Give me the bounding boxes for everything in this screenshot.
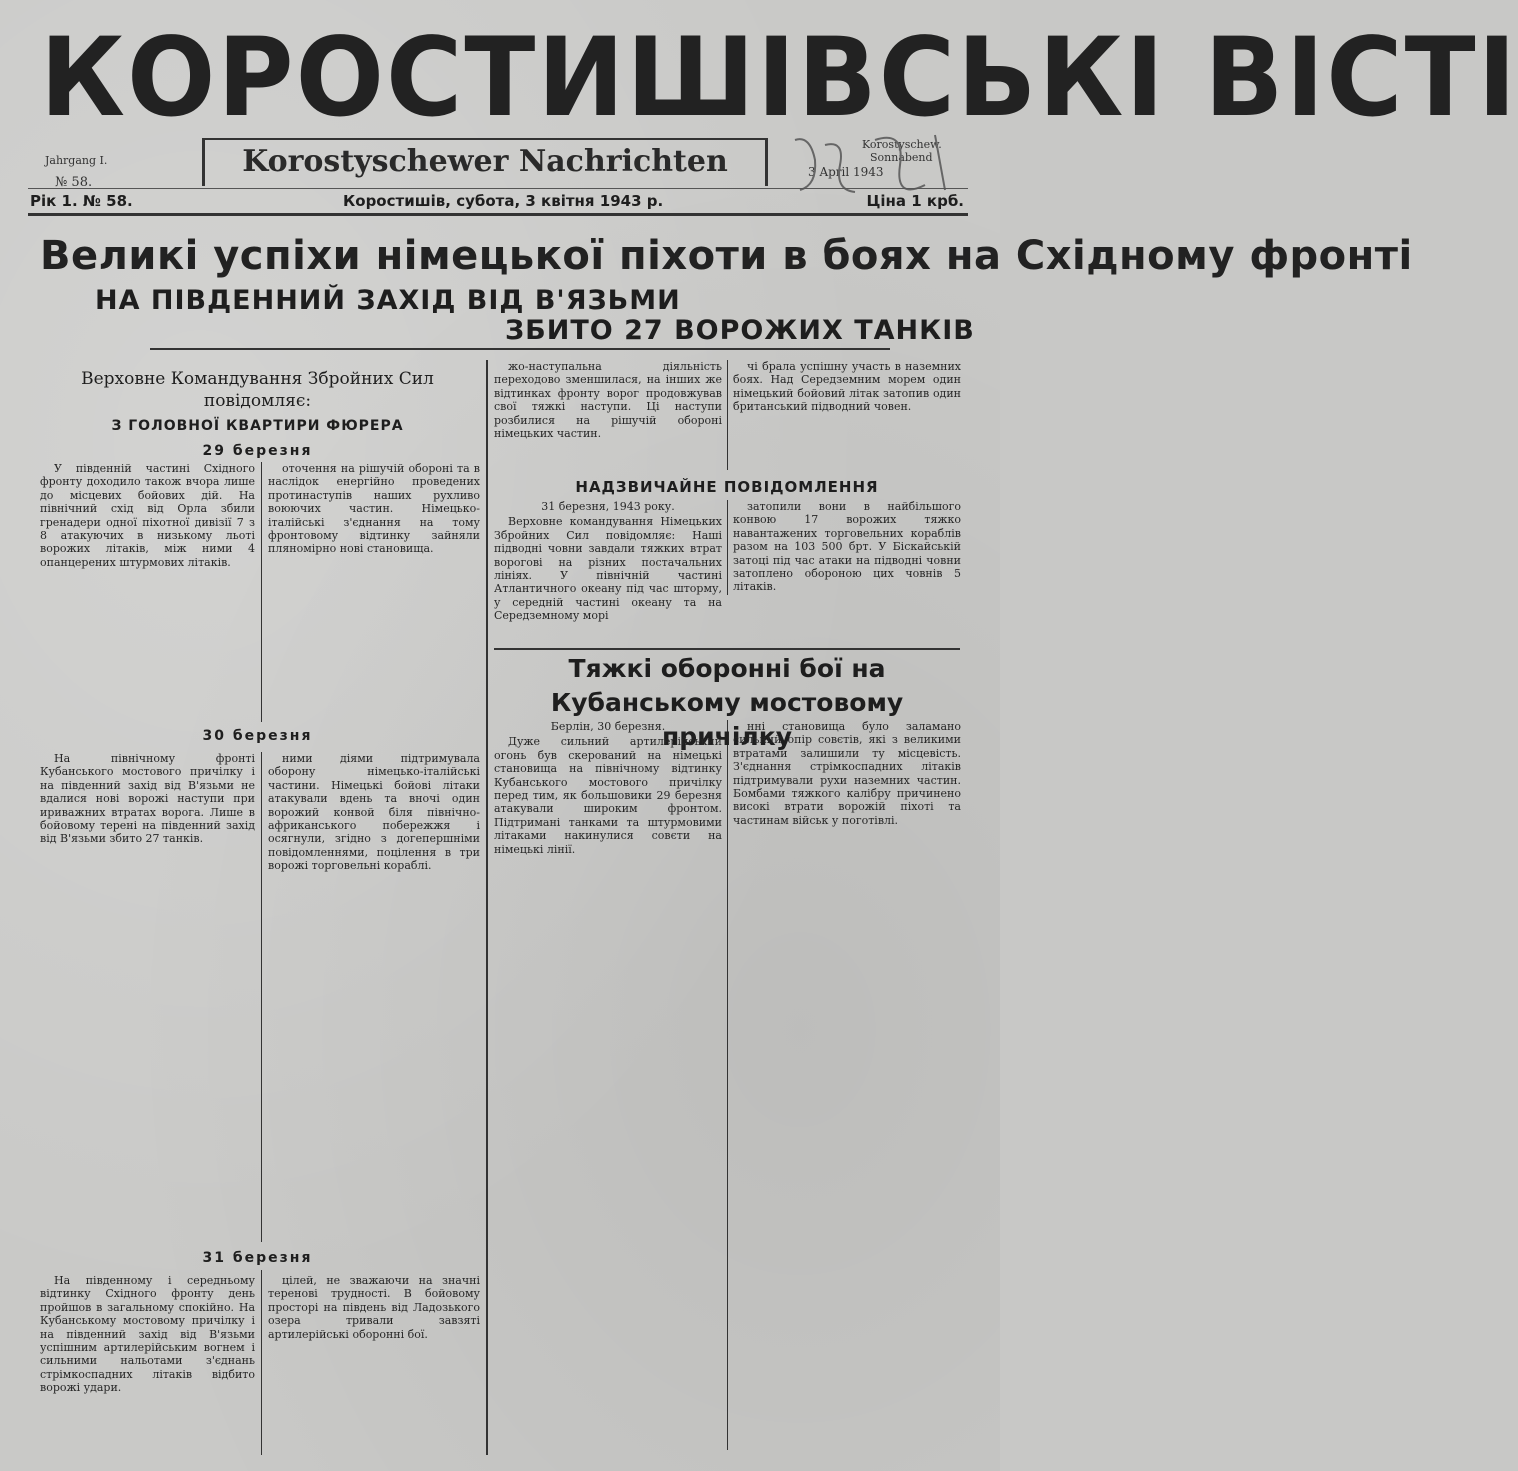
date-heading-29: 29 березня [202,443,313,459]
masthead-right-info-2: Sonnabend [870,151,933,164]
text-29-col2: оточення на рішучій обороні та в наслідок енергійно проведених протинаступів наших рухливо воюючих частин. Німецько-італійські з'єднання на тому фронтовому відтинку зайняли пляномірно нові становища. [268,462,480,556]
column-divider-kuban [727,720,728,1450]
sub-headline-2: ЗБИТО 27 ВОРОЖИХ ТАНКІВ [505,315,975,346]
issue-number: Рік 1. № 58. [30,192,133,210]
text-31-col1: На південному і середньому відтинку Східного фронту день пройшов в загальному спокійно. На Кубанському мостовому причілку і на південний захід від В'язьми успішним артилерійським вогнем і сильними нальотами з'єднань стрімкоспадних літаків відбито ворожі удари. [40,1274,255,1395]
masthead-right-info-3: 3 April 1943 [808,165,884,179]
headline-rule [150,348,890,350]
column-divider-31 [261,1270,262,1455]
continuation-text-b: чі брала успішну участь в наземних боях. Над Середземним морем один німецький бойовий літак затопив один британський підводний човен. [733,360,961,414]
dateline-bar [28,188,968,216]
text-29-col1: У південній частині Східного фронту доходило також вчора лише до місцевих бойових дій. На північний схід від Орла збили гренадери одної піхотної дивізії 7 з 8 атакуючих в низькому льоті ворожих літаків, між ними 4 опанцерених штурмових літаків. [40,462,255,569]
column-divider-special [727,500,728,595]
text-30-col2: ними діями підтримувала оборону німецько-італійські частини. Німецькі бойові літаки атакували вдень та вночі один ворожий конвой біля північно-африканського побережжя і осягнули, згідно з догепершніми повідомленнями, поцілення в три ворожі торговельні кораблі. [268,752,480,873]
hq-heading: З ГОЛОВНОЇ КВАРТИРИ ФЮРЕРА [111,418,404,434]
masthead-title: КОРОСТИШІВСЬКІ ВІСТІ [40,12,1518,142]
kuban-headline: Тяжкі оборонні бої на Кубанському мостовому причілку [550,654,904,751]
sub-headline-1: НА ПІВДЕННИЙ ЗАХІД ВІД В'ЯЗЬМИ [95,285,681,316]
masthead-left-info-1: Jahrgang I. [45,154,108,167]
special-report-col2: затопили вони в найбільшого конвою 17 ворожих тяжко навантажених торговельних кораблів разом на 103 500 брт. У Біскайській затоці під час атаки на підводні човни затоплено обороною цих човнів 5 літаків. [733,500,961,594]
special-report-date: 31 березня, 1943 року. [541,500,675,513]
column-divider-main [486,360,488,1455]
date-heading-30: 30 березня [202,728,313,744]
price: Ціна 1 крб. [866,192,964,210]
article-intro: Верховне Командування Збройних Сил повідомляє: [81,369,434,411]
date-heading-31: 31 березня [202,1250,313,1266]
continuation-text-a: жо-наступальна діяльність переходово зменшилася, на інших же відтинках фронту ворог продовжував свої тяжкі наступи. Ці наступи розбилися на рішучій обороні німецьких частин. [494,360,722,441]
special-report-col1: 31 березня, 1943 року. Верховне командування Німецьких Збройних Сил повідомляє: Наші підводні човни завдали тяжких втрат ворогові на різних постачальних лініях. У північній частині Атлантичного океану під час шторму, у середній частині океану та на Середземному морі [494,500,722,623]
column-divider-30 [261,752,262,1242]
kuban-dateline: Берлін, 30 березня. [550,720,666,733]
masthead-subtitle: Korostyschewer Nachrichten [202,138,768,186]
masthead-right-info-1: Korostyschew. [862,138,942,151]
special-report-heading: НАДЗВИЧАЙНЕ ПОВІДОМЛЕННЯ [575,478,879,496]
column-divider-top-right [727,360,728,470]
masthead-left-info-2: № 58. [55,175,93,190]
text-30-col1: На північному фронті Кубанського мостового причілку і на південний захід від В'язьми не вдалися нові ворожі наступи при ириважних втратах ворога. Лише в бойовому терені на південний захід від В'язьми збито 27 танків. [40,752,255,846]
kuban-col1: Берлін, 30 березня. Дуже сильний артилерійський огонь був скерований на німецькі становища на північному відтинку Кубанського мостового причілку перед тим, як большовики 29 березня атакували широким фронтом. Підтримані танками та штурмовими літаками накинулися совєти на німецькі лінії. [494,720,722,856]
main-headline: Великі успіхи німецької піхоти в боях на Східному фронті [40,233,1413,279]
place-date: Коростишів, субота, 3 квітня 1943 р. [343,192,664,210]
text-31-col2: цілей, не зважаючи на значні теренові трудності. В бойовому просторі на південь від Ладозького озера тривали завзяті артилерійські оборонні бої. [268,1274,480,1341]
kuban-col2: нні становища було заламано сильний опір совєтів, які з великими втратами залишили ту місцевість. З'єднання стрімкоспадних літаків підтримували рухи наземних частин. Бомбами тяжкого калібру причинено високі втрати ворожій піхоті та частинам військ у поготівлі. [733,720,961,827]
kuban-top-rule [494,648,960,650]
column-divider-29 [261,462,262,722]
